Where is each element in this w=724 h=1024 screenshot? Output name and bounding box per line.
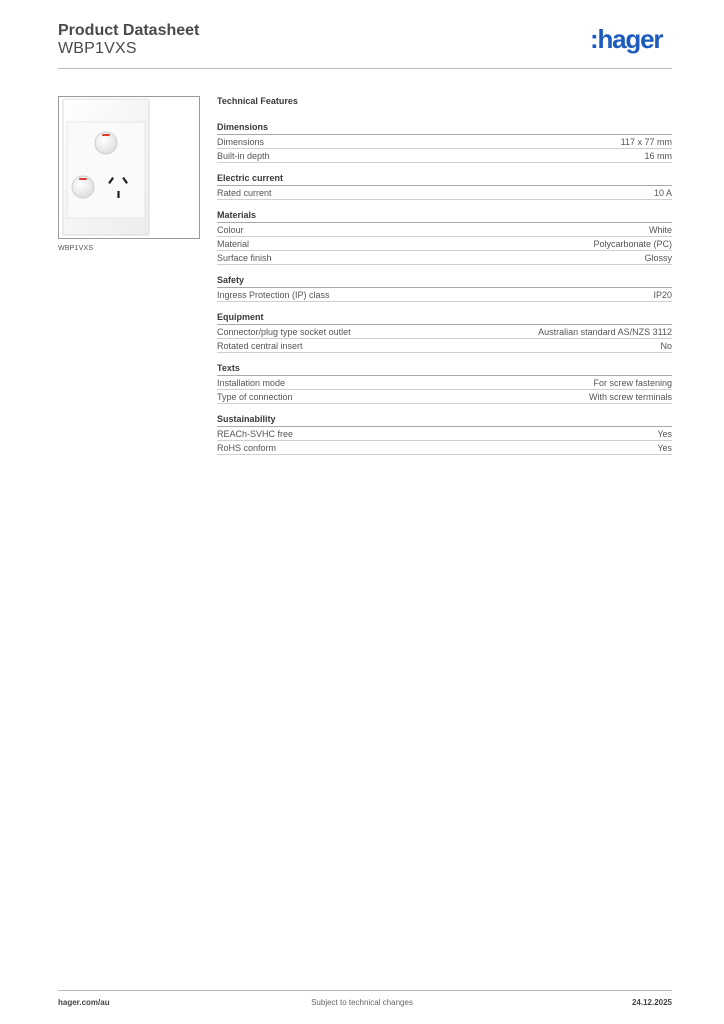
feature-value: Australian standard AS/NZS 3112 [538,327,672,337]
feature-label: Installation mode [217,378,286,388]
technical-features-title: Technical Features [217,96,298,106]
feature-row [217,135,672,149]
feature-row [217,325,672,339]
feature-label: Rated current [217,188,272,198]
feature-row [217,376,672,390]
section-title: Equipment [217,311,672,325]
switch-top [95,132,117,154]
feature-sections [217,121,672,455]
feature-value: Polycarbonate (PC) [593,239,672,249]
feature-row [217,390,672,404]
image-caption: WBP1VXS [58,245,94,252]
feature-label: Rotated central insert [217,341,303,351]
feature-label: Surface finish [217,253,272,263]
feature-section [217,274,672,302]
feature-value: 10 A [653,188,672,198]
feature-row [217,223,672,237]
feature-value: With screw terminals [588,392,672,402]
section-title: Safety [217,274,672,288]
svg-text::hager: :hager [590,26,663,54]
section-title: Sustainability [217,413,672,427]
feature-row [217,237,672,251]
section-title: Materials [217,209,672,223]
feature-value: 117 x 77 mm [620,137,672,147]
feature-label: Dimensions [217,137,265,147]
feature-label: Built-in depth [217,151,270,161]
feature-label: Ingress Protection (IP) class [217,290,330,300]
product-code: WBP1VXS [58,40,137,57]
feature-section [217,362,672,404]
feature-value: Yes [657,429,672,439]
footer-date: 24.12.2025 [631,998,672,1007]
feature-value: Glossy [644,253,672,263]
switch-left [72,176,94,198]
feature-section [217,121,672,163]
hager-logo [590,26,672,54]
feature-value: Yes [657,443,672,453]
feature-value: IP20 [653,290,672,300]
page-title: Product Datasheet [58,22,200,39]
feature-section [217,311,672,353]
feature-label: Connector/plug type socket outlet [217,327,351,337]
feature-section [217,413,672,455]
feature-label: RoHS conform [217,443,277,453]
feature-row [217,251,672,265]
feature-label: REACh-SVHC free [217,429,294,439]
feature-label: Colour [217,225,244,235]
footer-notice: Subject to technical changes [311,998,413,1007]
section-title: Dimensions [217,121,672,135]
feature-label: Type of connection [217,392,293,402]
page-header [58,22,672,68]
feature-label: Material [217,239,250,249]
feature-section [217,172,672,200]
header-divider [58,68,672,69]
feature-row [217,186,672,200]
feature-row [217,288,672,302]
footer-website-link[interactable]: hager.com/au [58,998,110,1007]
technical-features [217,95,672,464]
feature-section [217,209,672,265]
feature-value: No [660,341,672,351]
feature-value: For screw fastening [593,378,672,388]
product-image [58,96,200,239]
feature-value: White [648,225,672,235]
feature-row [217,339,672,353]
section-title: Texts [217,362,672,376]
feature-value: 16 mm [644,151,672,161]
feature-row [217,441,672,455]
feature-row [217,427,672,441]
power-outlet-illustration [59,97,199,238]
section-title: Electric current [217,172,672,186]
feature-row [217,149,672,163]
footer-divider [58,990,672,991]
